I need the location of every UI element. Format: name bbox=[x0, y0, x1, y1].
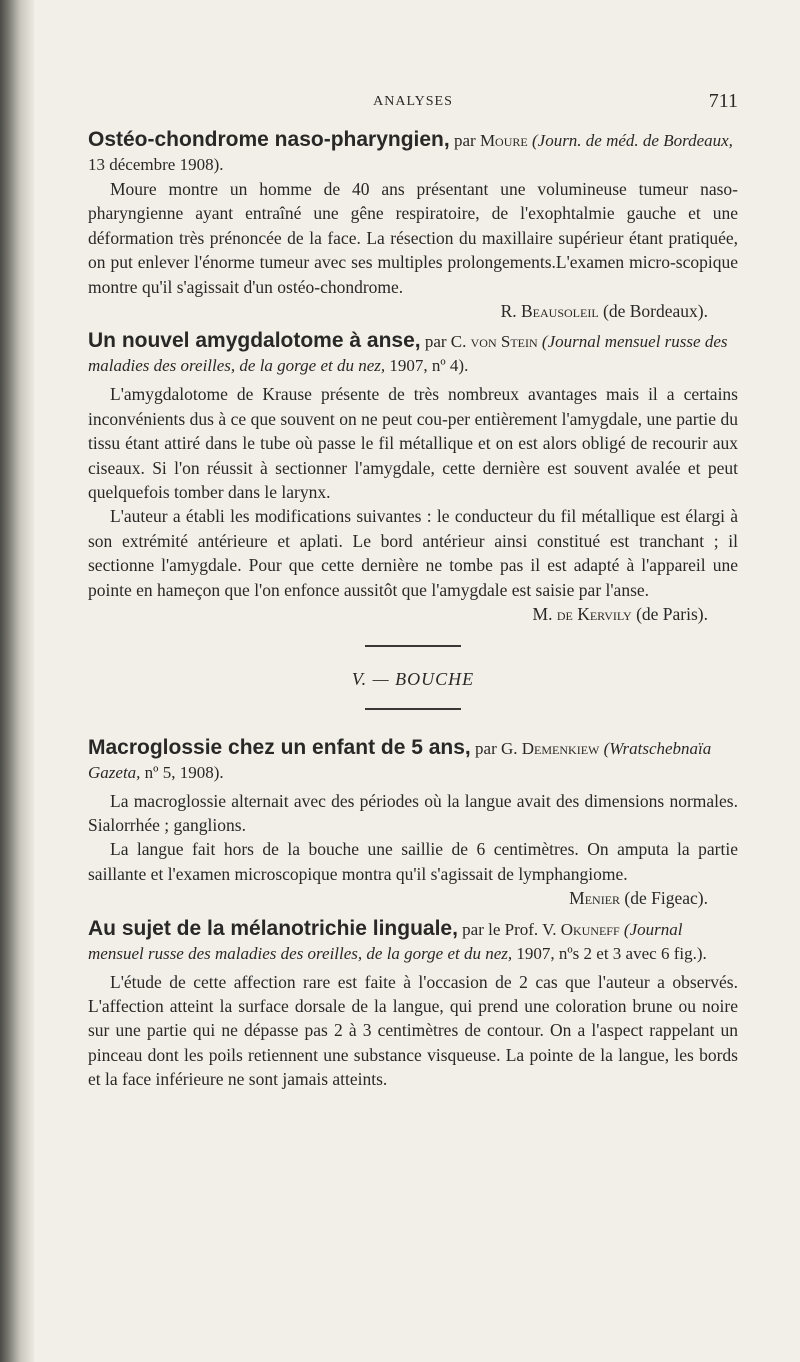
entry-by: par C. bbox=[420, 332, 471, 352]
entry-heading: Macroglossie chez un enfant de 5 ans, bbox=[88, 735, 471, 759]
entry-heading: Ostéo-chondrome naso-pharyngien, bbox=[88, 128, 450, 151]
entry-paragraph: La langue fait hors de la bouche une saillie de 6 centimètres. On amputa la partie saillante et l'examen microscopique montra qu'il s'agissait de lymphangiome. bbox=[88, 839, 738, 884]
entry-paragraph: La macroglossie alternait avec des périodes où la langue avait des dimensions normales. Sialorrhée ; ganglions. bbox=[88, 790, 738, 835]
running-head bbox=[88, 90, 738, 114]
scan-edge bbox=[0, 0, 34, 1362]
entry-source: (Journal mensuel russe des maladies des oreilles, de la gorge et du nez, bbox=[88, 919, 683, 963]
section-rule-bottom bbox=[365, 708, 461, 710]
entry-melanotrichie bbox=[88, 917, 738, 1092]
entry-signature bbox=[88, 299, 708, 323]
entry-by: par G. bbox=[470, 738, 522, 758]
section-bouche bbox=[88, 645, 738, 710]
entry-paragraph: L'étude de cette affection rare est faite à l'occasion de 2 cas que l'auteur a observés. L'affection atteint la surface dorsale de la langue, qui prend une coloration brune ou noire sur une partie qui ne dépasse pas 2 à 3 centimètres de contour. On a l'aspect rappelant un pinceau dont les poils retiennent une substance visqueuse. La pointe de la langue, les bords et la face inférieure ne sont jamais atteints. bbox=[88, 971, 738, 1090]
entry-author: Okuneff bbox=[560, 919, 620, 939]
entry-source-tail: 1907, nºs 2 et 3 avec 6 fig.). bbox=[512, 943, 707, 963]
entry-heading: Un nouvel amygdalotome à anse, bbox=[88, 329, 421, 353]
signature-place: (de Paris). bbox=[631, 604, 708, 625]
page-number: 711 bbox=[708, 90, 738, 112]
content bbox=[88, 128, 738, 1098]
entry-source-tail: 1907, nº 4). bbox=[385, 356, 469, 376]
section-title: V. — BOUCHE bbox=[351, 668, 475, 689]
signature-name: Menier bbox=[569, 888, 621, 909]
signature-name: R. Beausoleil bbox=[500, 301, 599, 322]
entry-source: (Journ. de méd. de Bordeaux, bbox=[527, 131, 733, 150]
entry-title-line bbox=[88, 736, 738, 785]
entry-amygdalotome bbox=[88, 329, 738, 626]
entry-signature bbox=[88, 886, 708, 910]
entry-author: Moure bbox=[479, 131, 528, 150]
signature-place: (de Figeac). bbox=[620, 888, 708, 909]
entry-macroglossie bbox=[88, 736, 738, 911]
entry-paragraph: L'amygdalotome de Krause présente de très nombreux avantages mais il a certains inconvénients dus à ce que souvent on ne peut cou-per entièrement l'amygdale, une partie du tissu étant attiré dans le tube où passe le fil métallique et on est alors obligé de recourir aux ciseaux. Si l'on réussit à sectionner l'amygdale, cette dernière est souvent avalée et peut quelquefois tomber dans le larynx. bbox=[88, 384, 738, 503]
entry-title-line bbox=[88, 128, 738, 177]
entry-signature bbox=[88, 602, 708, 626]
signature-place: (de Bordeaux). bbox=[598, 301, 708, 322]
entry-paragraph: Moure montre un homme de 40 ans présentant une volumineuse tumeur naso-pharyngienne ayant entraîné une gêne respiratoire, de l'exophtalmie gauche et une déformation très prénoncée de la face. La résection du maxillaire supérieur étant pratiquée, on put enlever l'énorme tumeur avec ses multiples prolongements.L'examen micro-scopique montre qu'il s'agissait d'un ostéo-chondrome. bbox=[88, 179, 738, 297]
entry-title-line bbox=[88, 329, 738, 378]
entry-author: Demenkiew bbox=[521, 738, 600, 758]
signature-name: M. de Kervily bbox=[532, 604, 632, 625]
entry-by: par le Prof. V. bbox=[457, 919, 561, 939]
running-title: ANALYSES bbox=[373, 94, 453, 109]
entry-source: (Journal mensuel russe des maladies des oreilles, de la gorge et du nez, bbox=[88, 332, 728, 376]
entry-by: par bbox=[449, 131, 480, 150]
section-rule-top bbox=[365, 645, 461, 647]
entry-paragraph: L'auteur a établi les modifications suivantes : le conducteur du fil métallique est élargi à son extrémité antérieure et aplati. Le bord antérieur ainsi constitué est tranchant ; il sectionne l'amygdale. Pour que cette dernière ne tombe pas il est adapté à l'appareil une pointe en hameçon que l'on enfonce aussitôt que l'amygdale est saisie par l'anse. bbox=[88, 506, 738, 600]
entry-author: von Stein bbox=[470, 332, 538, 352]
entry-source-tail: nº 5, 1908). bbox=[140, 762, 224, 782]
entry-source-tail: 13 décembre 1908). bbox=[88, 155, 224, 174]
entry-heading: Au sujet de la mélanotrichie linguale, bbox=[88, 916, 458, 940]
entry-source: (Wratschebnaïa Gazeta, bbox=[88, 738, 712, 782]
entry-osteo-chondrome bbox=[88, 128, 738, 323]
entry-title-line bbox=[88, 917, 738, 966]
